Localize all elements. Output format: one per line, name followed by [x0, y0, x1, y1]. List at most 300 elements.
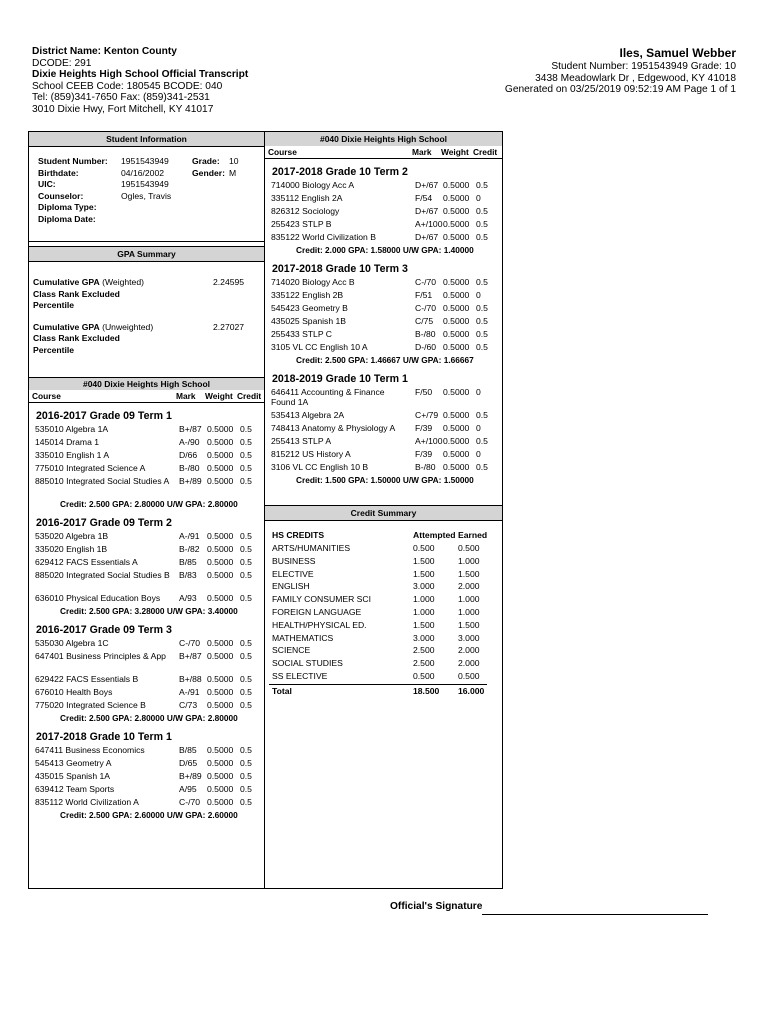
course-weight: 0.5000 [443, 277, 470, 287]
course-credit: 0.5 [240, 674, 252, 684]
credit-area: ARTS/HUMANITIES [272, 543, 351, 553]
credit-summary-row [265, 632, 502, 645]
course-credit: 0.5 [240, 557, 252, 567]
term-title: 2016-2017 Grade 09 Term 1 [36, 410, 172, 422]
course-credit: 0.5 [240, 463, 252, 473]
course-row [29, 699, 264, 712]
course-weight: 0.5000 [443, 342, 470, 352]
credit-area: SOCIAL STUDIES [272, 658, 343, 669]
course-name: 545423 Geometry B [271, 303, 348, 313]
credit-summary-title: Credit Summary [265, 506, 502, 521]
weighted-gpa-value: 2.24595 [213, 277, 245, 287]
course-mark: B+/89 [179, 476, 202, 486]
total-attempted: 18.500 [413, 685, 440, 696]
course-mark: F/39 [415, 423, 433, 433]
course-credit: 0.5 [240, 758, 252, 768]
course-weight: 0.5000 [207, 450, 234, 460]
grade-label: Grade: [192, 156, 220, 166]
term-title: 2017-2018 Grade 10 Term 1 [36, 731, 172, 743]
uic-value: 1951543949 [121, 179, 169, 189]
course-mark: C/75 [415, 316, 434, 326]
attempted-label: Attempted [413, 530, 456, 540]
course-weight: 0.5000 [207, 784, 234, 794]
course-col-label: Course [32, 391, 61, 401]
course-weight: 0.5000 [207, 463, 234, 473]
course-row [29, 744, 264, 757]
course-mark: B-/82 [179, 544, 200, 554]
right-terms-list [265, 165, 502, 486]
course-credit: 0.5 [240, 424, 252, 434]
credit-area: MATHEMATICS [272, 632, 334, 643]
credit-attempted: 1.500 [413, 568, 435, 579]
gpa-summary-section [29, 246, 264, 379]
course-mark: A-/91 [179, 687, 200, 697]
course-credit: 0.5 [240, 771, 252, 781]
student-header [505, 46, 736, 96]
course-name: 335122 English 2B [271, 290, 344, 300]
course-mark: D+/67 [415, 232, 439, 242]
birthdate-label: Birthdate: [38, 167, 79, 178]
term-summary: Credit: 2.000 GPA: 1.58000 U/W GPA: 1.40000 [296, 245, 474, 255]
course-name: 676010 Health Boys [35, 687, 113, 697]
course-name: 335010 English 1 A [35, 450, 110, 460]
credit-attempted: 1.000 [413, 594, 435, 605]
counselor-value: Ogles, Travis [121, 190, 172, 201]
course-row [265, 386, 502, 409]
term-title: 2017-2018 Grade 10 Term 2 [272, 166, 408, 178]
credit-summary-row [265, 555, 502, 568]
course-row [265, 435, 502, 448]
term-summary: Credit: 1.500 GPA: 1.50000 U/W GPA: 1.50000 [296, 475, 474, 485]
course-row [265, 205, 502, 218]
course-credit: 0 [476, 449, 481, 459]
course-credit: 0.5 [240, 745, 252, 755]
course-name: 145014 Drama 1 [35, 437, 100, 447]
course-mark: C-/70 [415, 303, 437, 313]
credit-summary-row [265, 580, 502, 593]
course-mark: F/51 [415, 290, 433, 300]
grade-value: 10 [229, 156, 239, 166]
credit-attempted: 2.500 [413, 658, 435, 669]
hs-credits-label: HS CREDITS [272, 530, 325, 540]
course-name: 646411 Accounting & Finance Found 1A [271, 387, 385, 408]
credit-area: SCIENCE [272, 645, 311, 656]
school-header [32, 46, 248, 116]
left-school-title: #040 Dixie Heights High School [29, 378, 264, 390]
class-rank-weighted: Class Rank Excluded [33, 288, 120, 299]
credit-summary-row [265, 619, 502, 632]
term-title: 2017-2018 Grade 10 Term 3 [272, 263, 408, 275]
course-mark: C+/79 [415, 410, 439, 420]
course-mark: B+/88 [179, 674, 202, 684]
course-weight: 0.5000 [207, 570, 234, 580]
course-credit: 0.5 [476, 303, 488, 313]
course-weight: 0.5000 [207, 544, 234, 554]
course-name: 335112 English 2A [271, 193, 343, 203]
course-name: 255433 STLP C [271, 329, 332, 339]
course-row [265, 192, 502, 205]
class-rank-unweighted: Class Rank Excluded [33, 333, 120, 343]
dcode: DCODE: 291 [32, 57, 92, 69]
course-weight: 0.5000 [443, 180, 470, 190]
course-credit: 0.5 [240, 476, 252, 486]
course-mark: C-/70 [179, 797, 201, 807]
total-label: Total [272, 685, 292, 696]
credit-summary-row [265, 593, 502, 606]
course-credit: 0.5 [240, 544, 252, 554]
course-mark: D-/60 [415, 342, 437, 352]
course-credit: 0.5 [476, 206, 488, 216]
course-credit: 0.5 [240, 700, 252, 710]
term-summary: Credit: 2.500 GPA: 2.80000 U/W GPA: 2.80000 [60, 499, 238, 509]
credit-earned: 1.000 [458, 594, 480, 605]
course-row [265, 315, 502, 328]
course-row [265, 231, 502, 244]
right-school-title: #040 Dixie Heights High School [265, 132, 502, 146]
course-row [29, 449, 264, 462]
course-name: 885010 Integrated Social Studies A [35, 476, 170, 486]
credit-summary-row [265, 644, 502, 657]
course-mark: D/66 [179, 450, 198, 460]
course-name: 629422 FACS Essentials B [35, 674, 139, 684]
course-name: 535030 Algebra 1C [35, 638, 109, 648]
course-name: 647401 Business Principles & App [35, 651, 166, 661]
credit-earned: 2.000 [458, 581, 480, 592]
course-row [265, 218, 502, 231]
credit-summary-rows [265, 542, 502, 683]
weighted-qualifier: (Weighted) [102, 277, 144, 287]
course-weight: 0.5000 [207, 674, 234, 684]
school-address: 3010 Dixie Hwy, Fort Mitchell, KY 41017 [32, 103, 214, 115]
course-row [265, 341, 502, 354]
course-weight: 0.5000 [207, 557, 234, 567]
course-row [29, 569, 264, 592]
course-credit: 0.5 [240, 450, 252, 460]
course-name: 826312 Sociology [271, 206, 340, 216]
course-credit: 0.5 [476, 232, 488, 242]
course-weight: 0.5000 [207, 758, 234, 768]
course-mark: B+/87 [179, 651, 202, 661]
course-credit: 0.5 [240, 437, 252, 447]
course-weight: 0.5000 [443, 232, 470, 242]
student-address: 3438 Meadowlark Dr , Edgewood, KY 41018 [535, 72, 736, 84]
course-credit: 0.5 [240, 570, 252, 580]
course-name: 815212 US History A [271, 449, 351, 459]
course-row [29, 556, 264, 569]
course-mark: C/73 [179, 700, 198, 710]
course-row [265, 179, 502, 192]
diploma-type-label: Diploma Type: [38, 202, 97, 212]
credit-earned: 1.000 [458, 606, 480, 617]
course-name: 714020 Biology Acc B [271, 277, 355, 287]
school-phone: Tel: (859)341-7650 Fax: (859)341-2531 [32, 92, 210, 104]
course-row [29, 757, 264, 770]
course-name: 255413 STLP A [271, 436, 332, 446]
credit-summary-row [265, 568, 502, 581]
unweighted-gpa-label: Cumulative GPA [33, 321, 100, 332]
course-mark: D+/67 [415, 206, 439, 216]
course-mark: B/85 [179, 745, 197, 755]
percentile-weighted: Percentile [33, 300, 75, 310]
credit-area: BUSINESS [272, 555, 316, 566]
course-row [265, 448, 502, 461]
course-row [29, 592, 264, 605]
mark-col-label: Mark [412, 147, 432, 157]
course-weight: 0.5000 [443, 206, 470, 216]
gpa-summary-title: GPA Summary [29, 247, 264, 262]
right-column [264, 131, 503, 889]
credit-earned: 1.500 [458, 619, 480, 630]
course-mark: B+/87 [179, 424, 202, 434]
course-name: 835122 World Civilization B [271, 232, 376, 242]
course-weight: 0.5000 [207, 700, 234, 710]
student-number-value: 1951543949 [121, 156, 169, 166]
credit-summary-row [265, 657, 502, 670]
course-credit: 0 [476, 290, 481, 300]
course-credit: 0 [476, 423, 481, 433]
course-weight: 0.5000 [443, 193, 470, 203]
course-credit: 0.5 [240, 784, 252, 794]
term-summary: Credit: 2.500 GPA: 2.80000 U/W GPA: 2.80000 [60, 713, 238, 723]
course-weight: 0.5000 [207, 745, 234, 755]
course-mark: A-/90 [179, 437, 200, 447]
course-weight: 0.5000 [443, 303, 470, 313]
signature-label: Official's Signature [390, 901, 483, 912]
weighted-gpa-label: Cumulative GPA [33, 277, 100, 287]
course-name: 639412 Team Sports [35, 784, 115, 794]
credit-summary-row [265, 606, 502, 619]
credit-earned: 1.500 [458, 568, 480, 579]
transcript-title: Dixie Heights High School Official Transcript [32, 69, 249, 81]
credit-col-label: Credit [473, 147, 498, 157]
course-weight: 0.5000 [207, 651, 234, 661]
course-credit: 0.5 [240, 687, 252, 697]
course-credit: 0.5 [476, 277, 488, 287]
credit-attempted: 3.000 [413, 632, 435, 643]
course-row [265, 409, 502, 422]
credit-earned: 0.500 [458, 543, 480, 553]
course-credit: 0.5 [476, 410, 488, 420]
credit-earned: 1.000 [458, 555, 480, 566]
course-row [29, 686, 264, 699]
course-weight: 0.5000 [207, 531, 234, 541]
district-name: District Name: Kenton County [32, 46, 177, 57]
unweighted-qualifier: (Unweighted) [102, 321, 154, 332]
course-credit: 0.5 [240, 593, 252, 603]
course-row [29, 475, 264, 498]
course-weight: 0.5000 [443, 410, 470, 420]
course-name: 647411 Business Economics [35, 745, 145, 755]
ceeb-code: School CEEB Code: 180545 BCODE: 040 [32, 80, 223, 92]
course-row [265, 276, 502, 289]
course-name: 885020 Integrated Social Studies B [35, 570, 170, 580]
credit-summary-row [265, 670, 502, 683]
course-credit: 0 [476, 387, 481, 397]
unweighted-gpa-value: 2.27027 [213, 321, 245, 332]
term-summary: Credit: 2.500 GPA: 3.28000 U/W GPA: 3.40000 [60, 606, 238, 616]
course-credit: 0.5 [476, 219, 488, 229]
course-credit: 0.5 [476, 180, 488, 190]
course-mark: C-/70 [179, 638, 201, 648]
left-terms-list [29, 409, 264, 821]
credit-earned: 3.000 [458, 632, 480, 643]
course-name: 775010 Integrated Science A [35, 463, 146, 473]
left-course-column-header [29, 390, 264, 403]
course-weight: 0.5000 [207, 437, 234, 447]
course-weight: 0.5000 [207, 424, 234, 434]
credit-summary-header [265, 529, 502, 542]
credit-attempted: 1.500 [413, 619, 435, 630]
course-row [29, 436, 264, 449]
course-mark: B-/80 [415, 462, 436, 472]
course-weight: 0.5000 [207, 638, 234, 648]
course-mark: B-/80 [415, 329, 436, 339]
course-row [29, 673, 264, 686]
course-credit: 0.5 [240, 651, 252, 661]
credit-summary-row [265, 542, 502, 555]
course-mark: A+/100 [415, 219, 443, 229]
course-name: 535010 Algebra 1A [35, 424, 109, 434]
credit-area: SS ELECTIVE [272, 670, 328, 681]
course-name: 535413 Algebra 2A [271, 410, 345, 420]
course-name: 629412 FACS Essentials A [35, 557, 138, 567]
course-name: 748413 Anatomy & Physiology A [271, 423, 396, 433]
percentile-unweighted: Percentile [33, 344, 75, 355]
course-name: 535020 Algebra 1B [35, 531, 109, 541]
course-mark: F/50 [415, 387, 433, 397]
course-row [29, 770, 264, 783]
generated-date: Generated on 03/25/2019 09:52:19 AM Page 1 of 1 [504, 84, 736, 96]
credit-area: FOREIGN LANGUAGE [272, 606, 362, 617]
course-name: 714000 Biology Acc A [271, 180, 355, 190]
course-credit: 0.5 [476, 316, 488, 326]
credit-attempted: 2.500 [413, 645, 435, 656]
course-mark: D+/67 [415, 180, 439, 190]
course-col-label: Course [268, 147, 297, 157]
course-row [265, 328, 502, 341]
course-row [265, 302, 502, 315]
course-row [29, 796, 264, 809]
student-number-line: Student Number: 1951543949 Grade: 10 [551, 61, 736, 72]
course-weight: 0.5000 [443, 462, 470, 472]
course-row [29, 423, 264, 436]
course-weight: 0.5000 [443, 423, 470, 433]
course-weight: 0.5000 [207, 771, 234, 781]
course-name: 335020 English 1B [35, 544, 108, 554]
course-name: 3106 VL CC English 10 B [271, 462, 369, 472]
course-weight: 0.5000 [443, 219, 470, 229]
signature-line [482, 914, 708, 915]
course-credit: 0.5 [240, 638, 252, 648]
course-row [29, 530, 264, 543]
credit-area: ELECTIVE [272, 568, 314, 579]
student-number-label: Student Number: [38, 156, 108, 166]
course-weight: 0.5000 [443, 290, 470, 300]
course-weight: 0.5000 [207, 476, 234, 486]
course-credit: 0.5 [476, 342, 488, 352]
mark-col-label: Mark [176, 391, 196, 401]
course-mark: B-/80 [179, 463, 200, 473]
weight-col-label: Weight [205, 391, 233, 401]
course-row [265, 289, 502, 302]
course-mark: B+/89 [179, 771, 202, 781]
course-weight: 0.5000 [207, 687, 234, 697]
term-summary: Credit: 2.500 GPA: 2.60000 U/W GPA: 2.60000 [60, 810, 238, 820]
term-title: 2018-2019 Grade 10 Term 1 [272, 373, 408, 385]
course-weight: 0.5000 [443, 387, 470, 397]
term-title: 2016-2017 Grade 09 Term 3 [36, 624, 172, 636]
weight-col-label: Weight [441, 147, 469, 157]
left-courses-section [29, 377, 264, 821]
gender-value: M [229, 167, 237, 178]
gender-label: Gender: [192, 167, 225, 178]
course-row [265, 461, 502, 474]
course-weight: 0.5000 [443, 329, 470, 339]
course-row [29, 543, 264, 556]
credit-attempted: 1.500 [413, 555, 435, 566]
right-course-column-header [265, 146, 502, 159]
course-credit: 0.5 [240, 531, 252, 541]
credit-area: ENGLISH [272, 581, 310, 592]
course-mark: C-/70 [415, 277, 437, 287]
credit-summary-section [265, 505, 502, 698]
course-credit: 0.5 [476, 462, 488, 472]
credit-attempted: 0.500 [413, 670, 435, 681]
course-credit: 0 [476, 193, 481, 203]
right-courses-section [265, 132, 502, 486]
left-column [28, 131, 265, 889]
course-weight: 0.5000 [443, 316, 470, 326]
course-weight: 0.5000 [443, 436, 470, 446]
course-mark: A-/91 [179, 531, 200, 541]
course-credit: 0.5 [476, 329, 488, 339]
term-summary: Credit: 2.500 GPA: 1.46667 U/W GPA: 1.66667 [296, 355, 474, 365]
course-mark: B/85 [179, 557, 197, 567]
course-credit: 0.5 [240, 797, 252, 807]
credit-col-label: Credit [237, 391, 262, 401]
course-name: 636010 Physical Education Boys [35, 593, 161, 603]
course-credit: 0.5 [476, 436, 488, 446]
credit-area: HEALTH/PHYSICAL ED. [272, 619, 367, 630]
course-mark: B/83 [179, 570, 197, 580]
credit-earned: 0.500 [458, 670, 480, 681]
student-info-title: Student Information [29, 132, 264, 147]
earned-label: Earned [458, 530, 488, 540]
credit-attempted: 3.000 [413, 581, 435, 592]
course-name: 255423 STLP B [271, 219, 332, 229]
credit-attempted: 1.000 [413, 606, 435, 617]
birthdate-value: 04/16/2002 [121, 167, 165, 178]
course-row [265, 422, 502, 435]
course-weight: 0.5000 [207, 593, 234, 603]
course-mark: A+/100 [415, 436, 443, 446]
counselor-label: Counselor: [38, 190, 84, 201]
course-mark: A/95 [179, 784, 197, 794]
course-mark: F/54 [415, 193, 433, 203]
course-name: 545413 Geometry A [35, 758, 112, 768]
credit-earned: 2.000 [458, 645, 480, 656]
course-weight: 0.5000 [207, 797, 234, 807]
course-row [29, 462, 264, 475]
total-earned: 16.000 [458, 685, 485, 696]
course-mark: F/39 [415, 449, 433, 459]
credit-summary-total [269, 684, 487, 698]
course-name: 435025 Spanish 1B [271, 316, 347, 326]
credit-area: FAMILY CONSUMER SCI [272, 594, 372, 605]
student-name: Iles, Samuel Webber [619, 46, 736, 60]
credit-earned: 2.000 [458, 658, 480, 669]
uic-label: UIC: [38, 179, 56, 189]
